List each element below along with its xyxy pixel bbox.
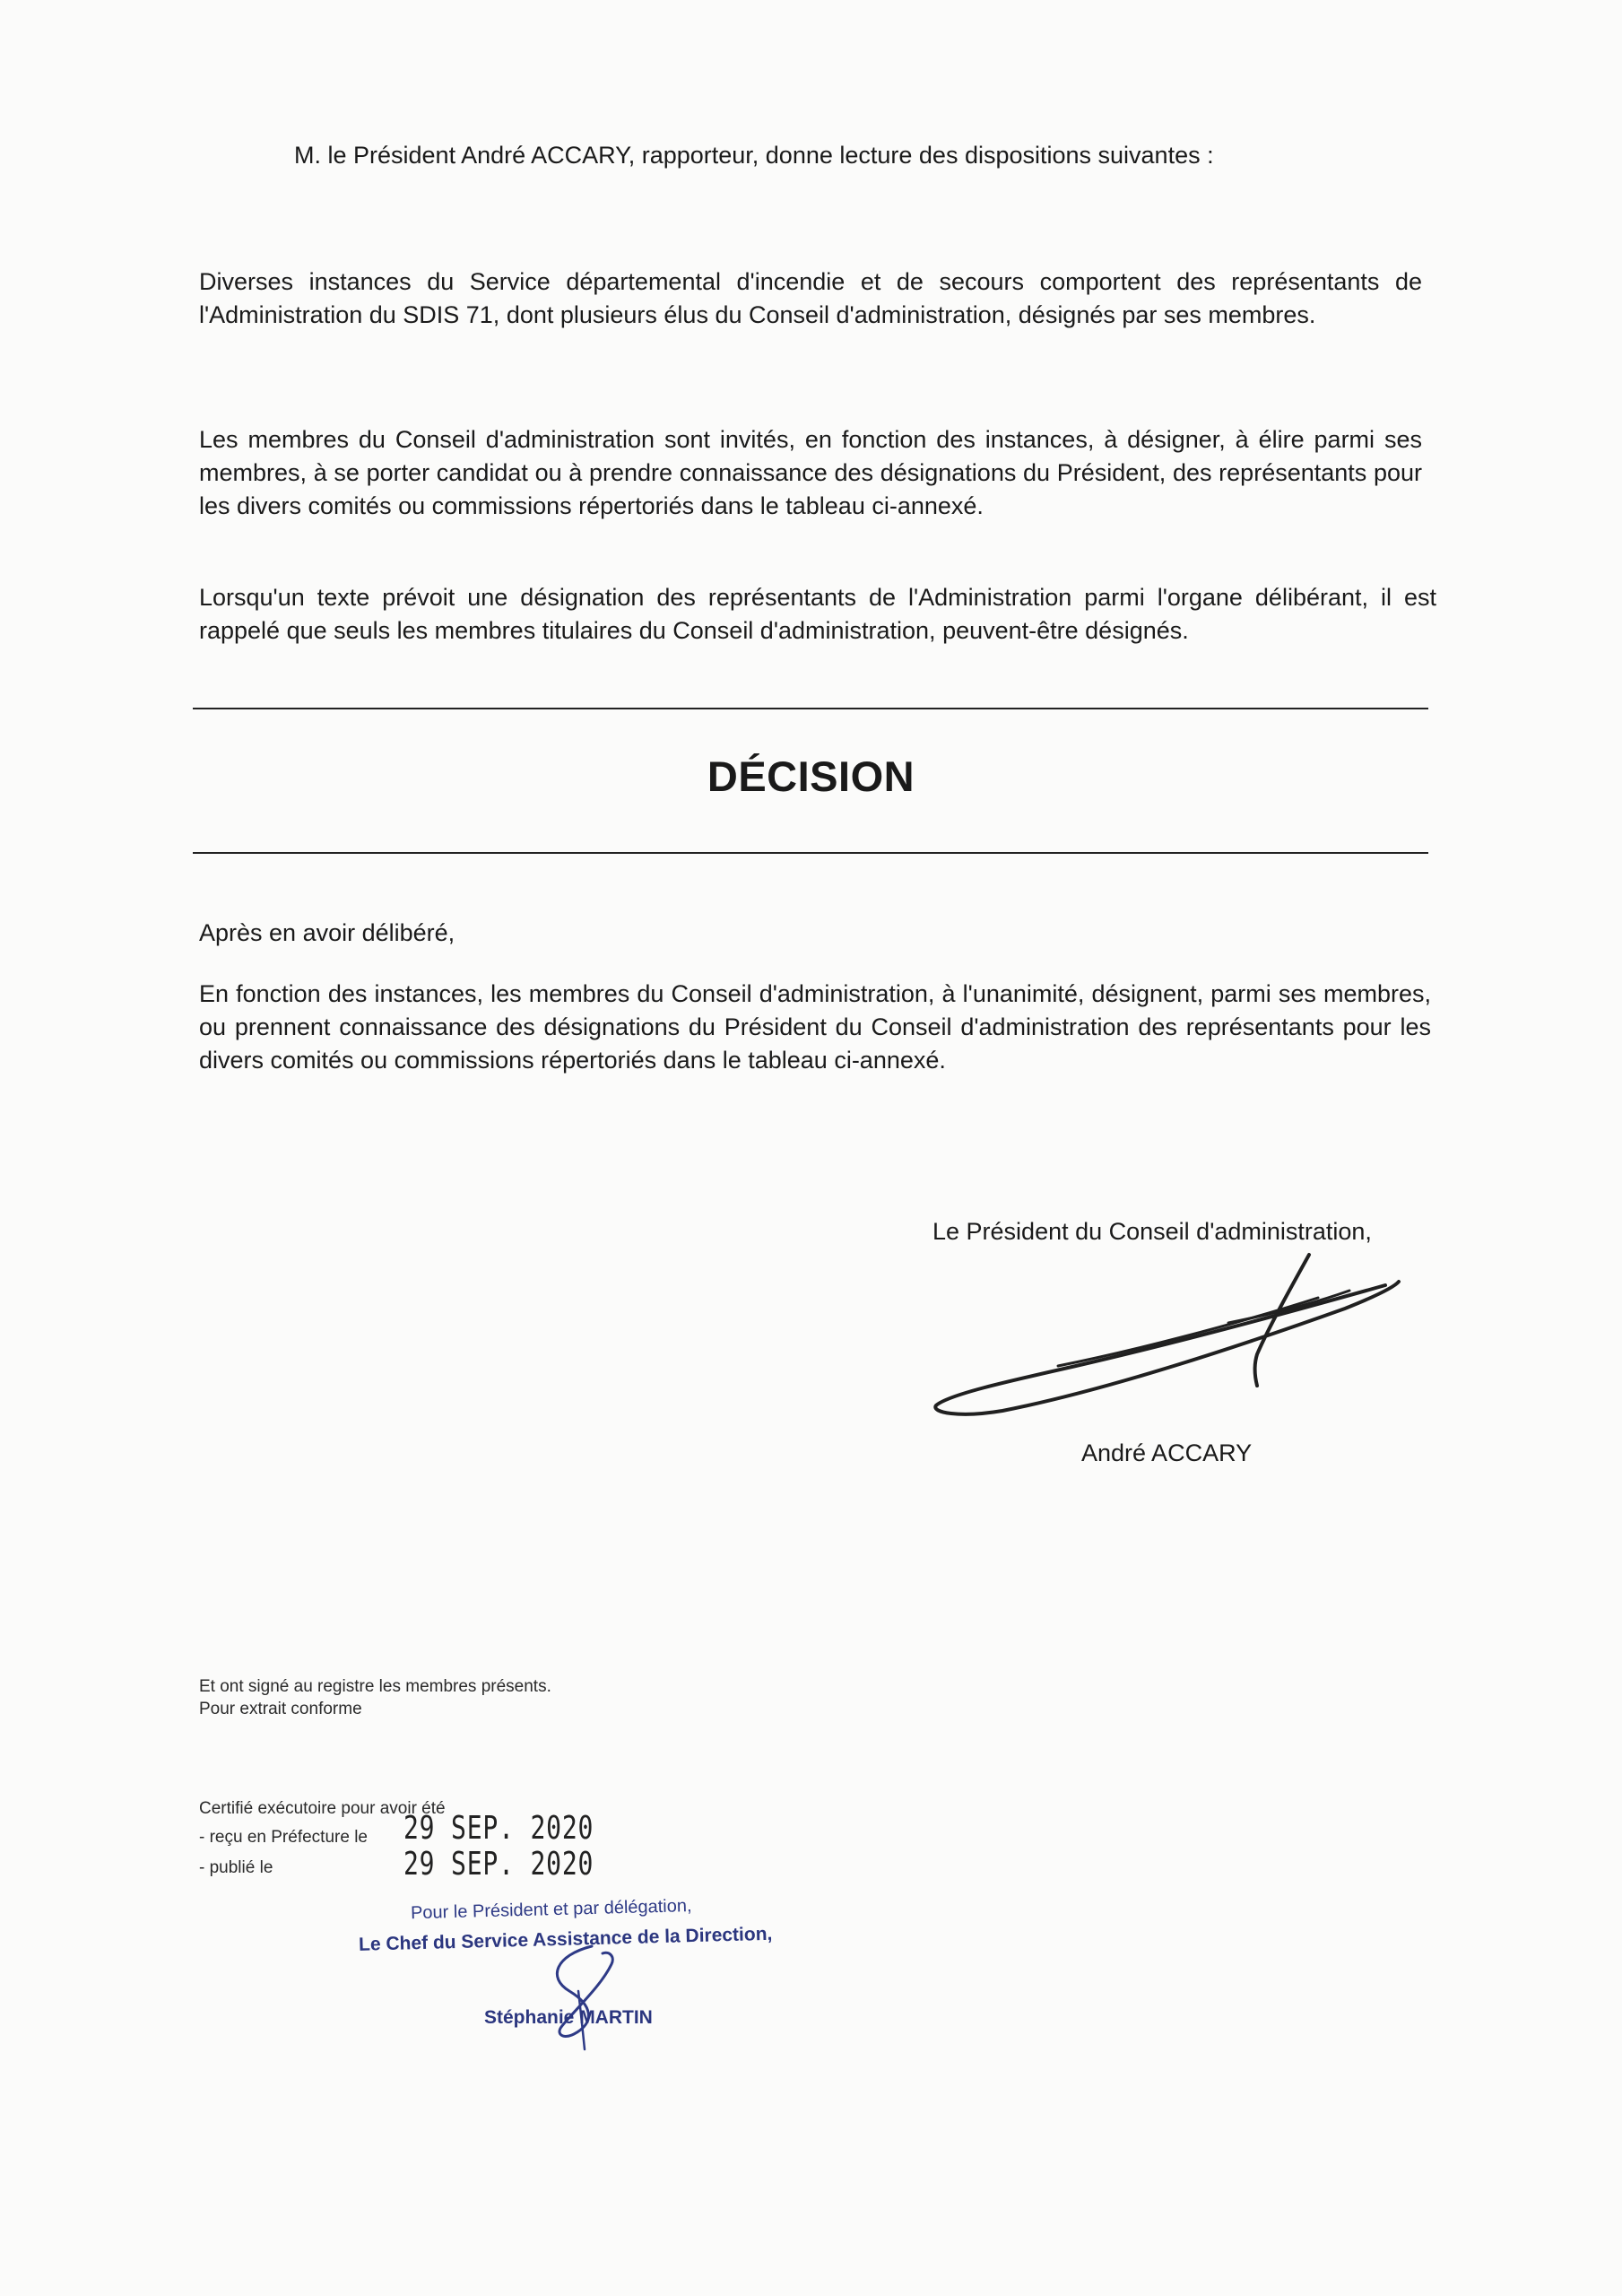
delegation-service-line: Le Chef du Service Assistance de la Direction, <box>358 1923 773 1955</box>
published-label: - publié le <box>199 1858 273 1877</box>
certification-heading: Certifié exécutoire pour avoir été <box>199 1799 446 1818</box>
paragraph-invitation: Les membres du Conseil d'administration sont invités, en fonction des instances, à désigner, à élire parmi ses membres, à se porter candidat ou à prendre connaissance des désignations du Président, des représentants pour les divers comités ou commissions répertoriés dans le tableau ci-annexé. <box>199 426 1422 519</box>
delegation-line: Pour le Président et par délégation, <box>410 1896 692 1924</box>
decision-title: DÉCISION <box>707 752 915 800</box>
decision-bottom-rule <box>193 852 1428 854</box>
delegate-signature <box>529 1937 628 2054</box>
register-note: Et ont signé au registre les membres présents. <box>199 1677 551 1696</box>
paragraph-titulaires: Lorsqu'un texte prévoit une désignation des représentants de l'Administration parmi l'organe délibérant, il est rappelé que seuls les membres titulaires du Conseil d'administration, peuvent-être désignés. <box>199 584 1436 644</box>
certified-copy-note: Pour extrait conforme <box>199 1700 362 1718</box>
decision-top-rule <box>193 708 1428 709</box>
received-label: - reçu en Préfecture le <box>199 1828 368 1847</box>
published-date-stamp: 29 SEP. 2020 <box>403 1846 594 1883</box>
paragraph-instances: Diverses instances du Service départemental d'incendie et de secours comportent des représentants de l'Administration du SDIS 71, dont plusieurs élus du Conseil d'administration, désignés par ses membres. <box>199 268 1422 328</box>
president-signature <box>924 1251 1426 1431</box>
delegate-name: Stéphanie MARTIN <box>484 2007 653 2028</box>
signatory-name: André ACCARY <box>1081 1439 1253 1466</box>
signatory-title: Le Président du Conseil d'administration, <box>932 1218 1372 1245</box>
decision-intro: Après en avoir délibéré, <box>199 919 455 946</box>
decision-text: En fonction des instances, les membres du Conseil d'administration, à l'unanimité, désignent, parmi ses membres, ou prennent connaissance des désignations du Président du Conseil d'administration des représentants pour les divers comités ou commissions répertoriés dans le tableau ci-annexé. <box>199 980 1431 1074</box>
rapporteur-intro: M. le Président André ACCARY, rapporteur, donne lecture des dispositions suivantes : <box>294 142 1214 169</box>
received-date-stamp: 29 SEP. 2020 <box>403 1810 594 1847</box>
